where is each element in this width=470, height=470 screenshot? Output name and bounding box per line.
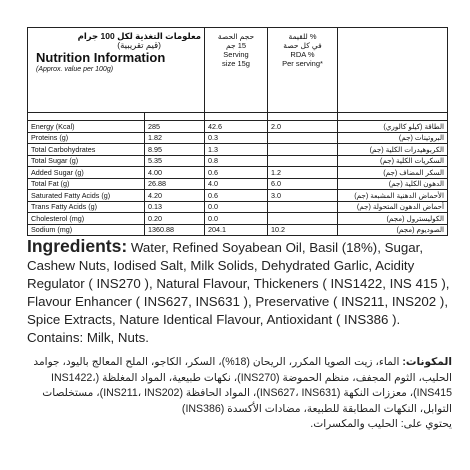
rda-value: 2.0 xyxy=(268,121,338,133)
per-100g-value: 1360.88 xyxy=(145,224,205,236)
rda-value xyxy=(268,144,338,156)
per-100g-value: 26.88 xyxy=(145,178,205,190)
table-row xyxy=(28,201,448,213)
spacer-row xyxy=(28,113,448,121)
title-cell xyxy=(28,28,205,113)
arabic-ingredients-text: الماء، زيت الصويا المكرر، الريحان (18%)، السكر، الكاجو، الملح المعالج باليود، جوامد الحليب، الثوم المجفف، منظم الحموضة (INS270)، نكهات طبيعية، المواد المغلظة (INS1422، INS415)، معززات النكهة (INS627، INS631)، المواد الحافظة (INS211، INS202)، مستخلصات التوابل، النكهات المطابقة للطبيعة، مضادات الأكسدة (INS386) xyxy=(33,356,452,415)
serving-value: 0.6 xyxy=(205,167,268,179)
rda-value xyxy=(268,155,338,167)
table-header-row xyxy=(28,28,448,113)
rda-value: 6.0 xyxy=(268,178,338,190)
row-label-arabic: الأحماض الدهنية المشبعة (جم) xyxy=(338,190,448,202)
row-label: Proteins (g) xyxy=(28,132,145,144)
rda-value: 1.2 xyxy=(268,167,338,179)
serving-value: 0.0 xyxy=(205,213,268,225)
row-label-arabic: الدهون الكلية (جم) xyxy=(338,178,448,190)
ingredients-english xyxy=(27,237,452,329)
row-label: Total Carbohydrates xyxy=(28,144,145,156)
row-label: Added Sugar (g) xyxy=(28,167,145,179)
per-100g-value: 285 xyxy=(145,121,205,133)
table-row xyxy=(28,167,448,179)
arabic-ingredients-heading: المكونات: xyxy=(402,356,452,368)
rda-value xyxy=(268,201,338,213)
row-label-arabic: الكربوهيدرات الكلية (جم) xyxy=(338,144,448,156)
row-label: Trans Fatty Acids (g) xyxy=(28,201,145,213)
per-100g-value: 4.00 xyxy=(145,167,205,179)
row-label: Energy (Kcal) xyxy=(28,121,145,133)
row-label-arabic: السكر المضاف (جم) xyxy=(338,167,448,179)
row-label: Total Fat (g) xyxy=(28,178,145,190)
serving-value: 0.8 xyxy=(205,155,268,167)
rda-value: 10.2 xyxy=(268,224,338,236)
row-label: Total Sugar (g) xyxy=(28,155,145,167)
serving-value: 0.0 xyxy=(205,201,268,213)
row-label-arabic: الكوليسترول (مجم) xyxy=(338,213,448,225)
arabic-approx: (قيم تقريبية) xyxy=(117,40,162,50)
serving-header: حجم الحصة 15 جم Serving size 15g xyxy=(205,28,268,113)
contains-english: Contains: Milk, Nuts. xyxy=(27,330,149,345)
row-label-arabic: السكريات الكلية (جم) xyxy=(338,155,448,167)
table-row xyxy=(28,178,448,190)
per-100g-value: 0.20 xyxy=(145,213,205,225)
per-100g-value: 0.13 xyxy=(145,201,205,213)
row-label-arabic: الصوديوم (مجم) xyxy=(338,224,448,236)
ingredients-arabic xyxy=(27,355,452,433)
ingredients-text: Water, Refined Soyabean Oil, Basil (18%), Sugar, Cashew Nuts, Iodised Salt, Milk Solids, Dehydrated Garlic, Acidity Regulator ( INS270 ), Natural Flavour, Thickeners ( INS1422, INS 415 ), Flavour Enhancer ( INS627, INS631 ), Preservative ( INS211, INS202 ), Spice Extracts, Nature Identical Flavour, Antioxidant ( INS386 ). xyxy=(27,240,450,327)
serving-value: 0.6 xyxy=(205,190,268,202)
table-row xyxy=(28,190,448,202)
nutrition-table xyxy=(27,27,448,236)
rda-header: % للقيمة في كل حصة RDA % Per serving* xyxy=(268,28,338,113)
arabic-header-blank xyxy=(338,28,448,113)
ingredients-heading: Ingredients: xyxy=(27,236,128,256)
arabic-contains: يحتوي على: الحليب والمكسرات. xyxy=(310,418,452,430)
arabic-title: معلومات التغذية لكل 100 جرام xyxy=(77,31,202,41)
table-row xyxy=(28,132,448,144)
table-row xyxy=(28,144,448,156)
table-row xyxy=(28,213,448,225)
nutrition-title: Nutrition Information xyxy=(36,50,166,65)
per-100g-value: 5.35 xyxy=(145,155,205,167)
row-label: Cholesterol (mg) xyxy=(28,213,145,225)
per-100g-value: 4.20 xyxy=(145,190,205,202)
serving-value: 0.3 xyxy=(205,132,268,144)
serving-value: 42.6 xyxy=(205,121,268,133)
per-100g-value: 1.82 xyxy=(145,132,205,144)
rda-value: 3.0 xyxy=(268,190,338,202)
table-row xyxy=(28,121,448,133)
serving-value: 1.3 xyxy=(205,144,268,156)
nutrition-subtitle: (Approx. value per 100g) xyxy=(36,66,114,73)
table-row xyxy=(28,155,448,167)
row-label: Saturated Fatty Acids (g) xyxy=(28,190,145,202)
rda-value xyxy=(268,213,338,225)
serving-value: 204.1 xyxy=(205,224,268,236)
per-100g-value: 8.95 xyxy=(145,144,205,156)
rda-value xyxy=(268,132,338,144)
table-row xyxy=(28,224,448,236)
row-label-arabic: أحماض الدهون المتحولة (جم) xyxy=(338,201,448,213)
row-label-arabic: الطاقة (كيلو كالوري) xyxy=(338,121,448,133)
row-label-arabic: البروتينات (جم) xyxy=(338,132,448,144)
row-label: Sodium (mg) xyxy=(28,224,145,236)
serving-value: 4.0 xyxy=(205,178,268,190)
